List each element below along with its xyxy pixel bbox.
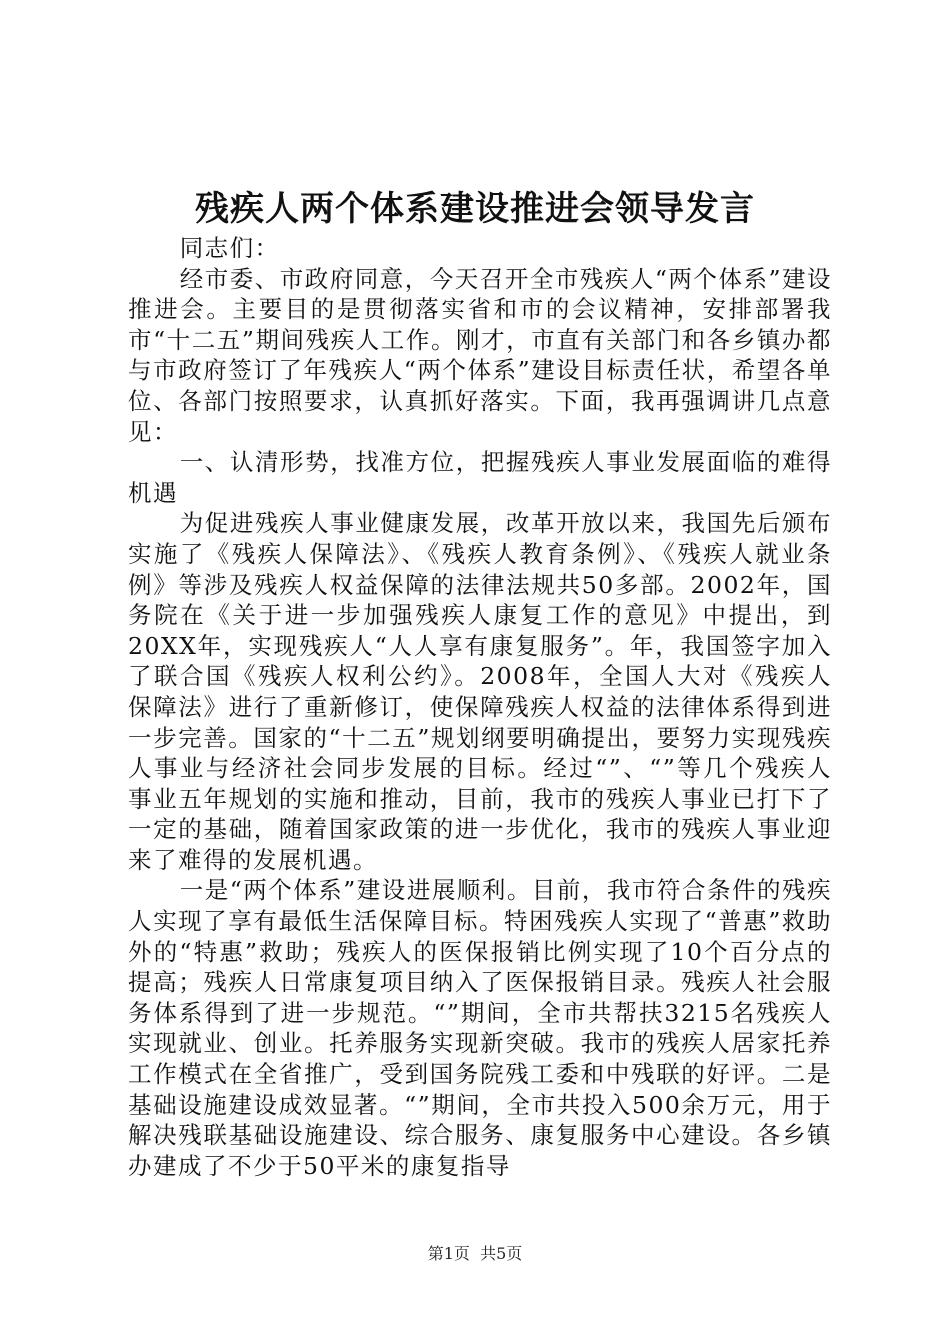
page-total: 共5页 xyxy=(480,1244,523,1263)
page-number: 第1页 xyxy=(427,1244,470,1263)
document-title: 残疾人两个体系建设推进会领导发言 xyxy=(195,189,755,229)
body-paragraph: 为促进残疾人事业健康发展，改革开放以来，我国先后颁布实施了《残疾人保障法》、《残疾人教育条例》、《残疾人就业条例》等涉及残疾人权益保障的法律法规共50多部。2002年，国务院在《关于进一步加强残疾人康复工作的意见》中提出，到20XX年，实现残疾人“人人享有康复服务”。年，我国签字加入了联合国《残疾人权利公约》。2008年，全国人大对《残疾人保障法》进行了重新修订，使保障残疾人权益的法律体系得到进一步完善。国家的“十二五”规划纲要明确提出，要努力实现残疾人事业与经济社会同步发展的目标。经过“”、“”等几个残疾人事业五年规划的实施和推动，目前，我市的残疾人事业已打下了一定的基础，随着国家政策的进一步优化，我市的残疾人事业迎来了难得的发展机遇。 xyxy=(128,509,832,874)
section-heading: 一、认清形势，找准方位，把握残疾人事业发展面临的难得机遇 xyxy=(128,448,832,507)
salutation-paragraph: 同志们： xyxy=(179,234,280,262)
document-body xyxy=(128,233,832,1181)
body-paragraph: 一是“两个体系”建设进展顺利。目前，我市符合条件的残疾人实现了享有最低生活保障目标。特困残疾人实现了“普惠”救助外的“特惠”救助；残疾人的医保报销比例实现了10个百分点的提高；残疾人日常康复项目纳入了医保报销目录。残疾人社会服务体系得到了进一步规范。“”期间，全市共帮扶3215名残疾人实现就业、创业。托养服务实现新突破。我市的残疾人居家托养工作模式在全省推广，受到国务院残工委和中残联的好评。二是基础设施建设成效显著。“”期间，全市共投入500余万元，用于解决残联基础设施建设、综合服务、康复服务中心建设。各乡镇办建成了不少于50平米的康复指导 xyxy=(128,876,832,1180)
body-paragraph: 经市委、市政府同意，今天召开全市残疾人“两个体系”建设推进会。主要目的是贯彻落实省和市的会议精神，安排部署我市“十二五”期间残疾人工作。刚才，市直有关部门和各乡镇办都与市政府签订了年残疾人“两个体系”建设目标责任状，希望各单位、各部门按照要求，认真抓好落实。下面，我再强调讲几点意见： xyxy=(128,264,832,446)
page-footer xyxy=(0,1244,950,1264)
